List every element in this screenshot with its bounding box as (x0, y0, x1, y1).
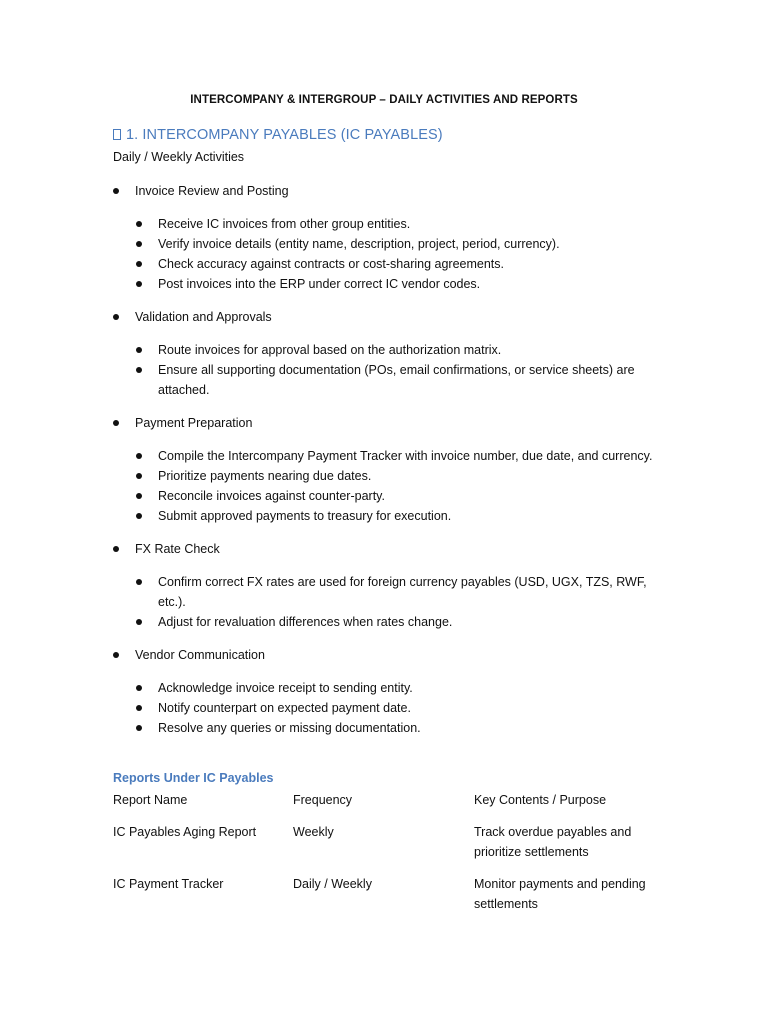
bullet-icon (113, 420, 119, 426)
bullet-icon (136, 261, 142, 267)
bullet-icon (136, 579, 142, 585)
list-item: Post invoices into the ERP under correct IC vendor codes. (113, 274, 653, 294)
column-header: Report Name (113, 793, 188, 807)
activity-group-title: Vendor Communication (113, 645, 653, 665)
activity-group (113, 413, 653, 526)
list-item: Compile the Intercompany Payment Tracker with invoice number, due date, and currency. (113, 446, 653, 466)
activity-group-title: Invoice Review and Posting (113, 181, 653, 201)
bullet-icon (136, 281, 142, 287)
table-cell: Daily / Weekly (293, 877, 372, 891)
bullet-icon (136, 619, 142, 625)
activities-subheading: Daily / Weekly Activities (113, 150, 245, 164)
list-item: Acknowledge invoice receipt to sending entity. (113, 678, 653, 698)
bullet-icon (113, 314, 119, 320)
table-header-row (113, 790, 653, 822)
bullet-icon (136, 685, 142, 691)
bullet-icon (113, 188, 119, 194)
table-cell: IC Payables Aging Report (113, 825, 257, 839)
table-cell: Monitor payments and pending settlements (474, 877, 646, 911)
document-title: INTERCOMPANY & INTERGROUP – DAILY ACTIVITIES AND REPORTS (190, 94, 578, 106)
bullet-icon (136, 221, 142, 227)
bullet-icon (136, 367, 142, 373)
list-item: Verify invoice details (entity name, description, project, period, currency). (113, 234, 653, 254)
column-header: Key Contents / Purpose (474, 793, 607, 807)
activity-group (113, 181, 653, 294)
activity-group-title: Payment Preparation (113, 413, 653, 433)
list-item: Confirm correct FX rates are used for foreign currency payables (USD, UGX, TZS, RWF, etc.). (113, 572, 653, 612)
table-row (113, 874, 653, 926)
activity-group-title: Validation and Approvals (113, 307, 653, 327)
bullet-icon (136, 453, 142, 459)
reports-heading: Reports Under IC Payables (113, 771, 274, 785)
list-item: Receive IC invoices from other group entities. (113, 214, 653, 234)
bullet-icon (136, 473, 142, 479)
list-item: Route invoices for approval based on the authorization matrix. (113, 340, 653, 360)
section-heading-text: 1. INTERCOMPANY PAYABLES (IC PAYABLES) (126, 127, 443, 143)
table-row (113, 822, 653, 874)
list-item: Resolve any queries or missing documentation. (113, 718, 653, 738)
activities-list (113, 181, 653, 751)
list-item: Reconcile invoices against counter-party. (113, 486, 653, 506)
activity-subitems (113, 572, 653, 632)
bullet-icon (136, 493, 142, 499)
bullet-icon (136, 513, 142, 519)
reports-table (113, 790, 653, 926)
list-item: Check accuracy against contracts or cost-sharing agreements. (113, 254, 653, 274)
bullet-icon (136, 347, 142, 353)
table-cell: Weekly (293, 825, 334, 839)
bullet-icon (136, 725, 142, 731)
table-cell: IC Payment Tracker (113, 877, 224, 891)
section-heading (113, 127, 443, 143)
list-item: Adjust for revaluation differences when rates change. (113, 612, 653, 632)
activity-group (113, 307, 653, 400)
table-cell: Track overdue payables and prioritize settlements (474, 825, 632, 859)
list-item: Ensure all supporting documentation (POs, email confirmations, or service sheets) are attached. (113, 360, 653, 400)
activity-group (113, 645, 653, 738)
activity-group (113, 539, 653, 632)
missing-glyph-icon (113, 129, 121, 140)
list-item: Notify counterpart on expected payment date. (113, 698, 653, 718)
bullet-icon (136, 705, 142, 711)
bullet-icon (113, 546, 119, 552)
list-item: Prioritize payments nearing due dates. (113, 466, 653, 486)
activity-group-title: FX Rate Check (113, 539, 653, 559)
column-header: Frequency (293, 793, 353, 807)
activity-subitems (113, 446, 653, 526)
bullet-icon (136, 241, 142, 247)
activity-subitems (113, 340, 653, 400)
activity-subitems (113, 678, 653, 738)
bullet-icon (113, 652, 119, 658)
list-item: Submit approved payments to treasury for execution. (113, 506, 653, 526)
activity-subitems (113, 214, 653, 294)
